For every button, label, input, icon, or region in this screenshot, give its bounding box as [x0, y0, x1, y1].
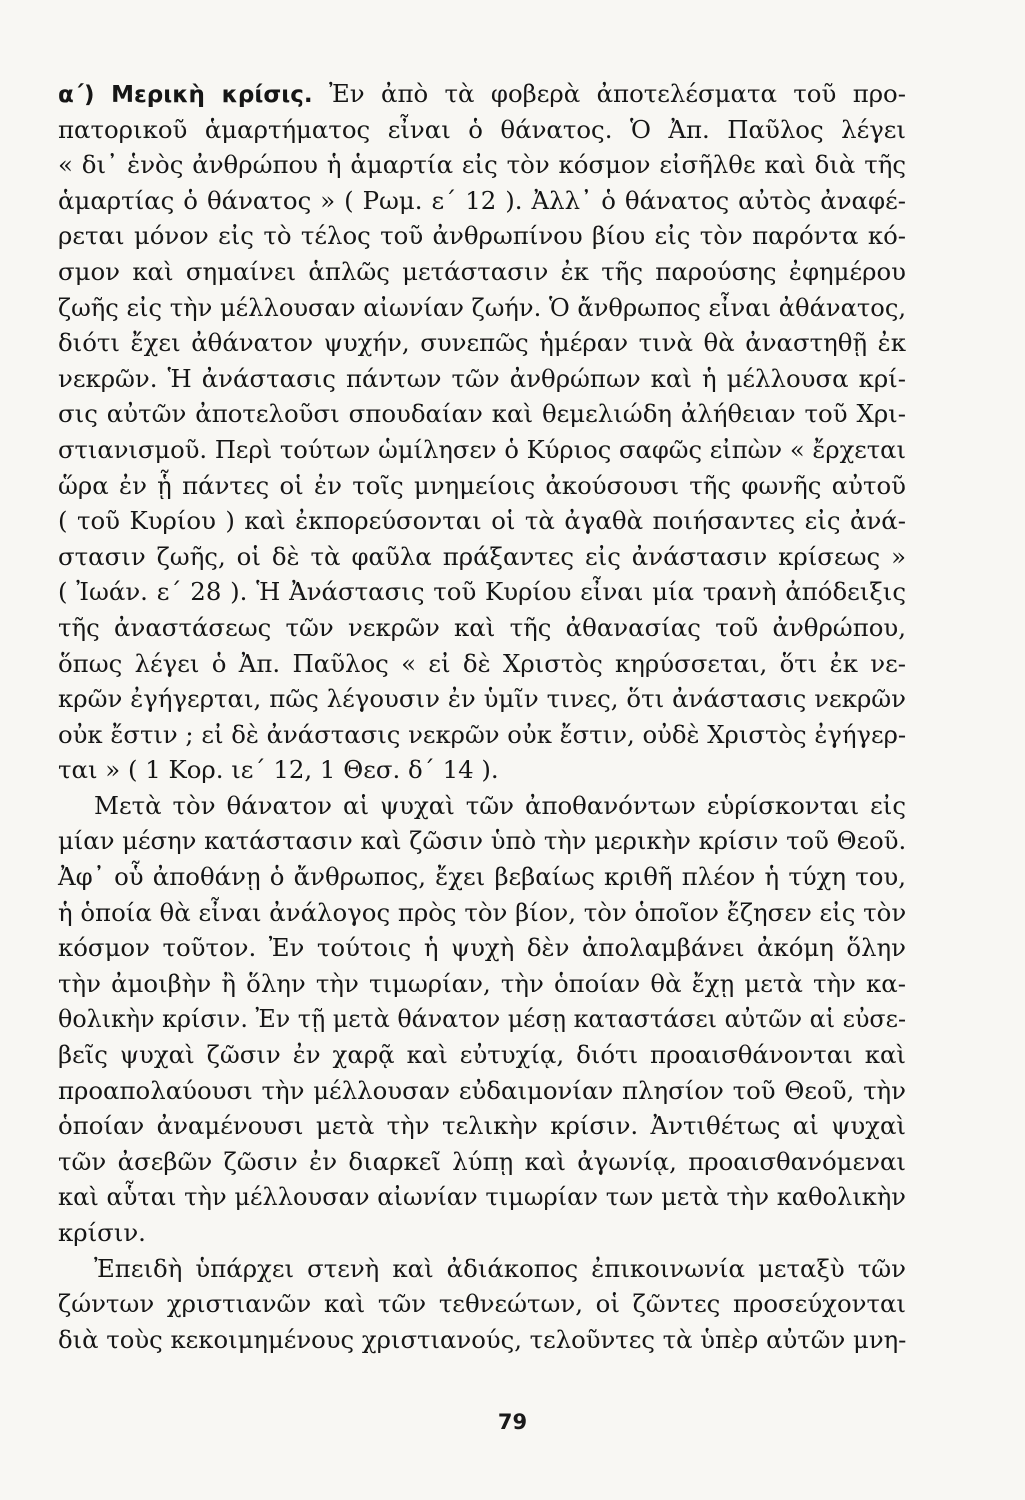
- text-line-1: α΄) Μερικὴ κρίσις. Ἐν ἀπὸ τὰ φοβερὰ ἀποτελέσματα τοῦ προ-: [58, 79, 906, 108]
- text-line-8: διότι ἔχει ἀθάνατον ψυχήν, συνεπῶς ἡμέραν τινὰ θὰ ἀναστηθῇ ἐκ: [58, 328, 906, 358]
- text-line-30: ὁποίαν ἀναμένουσι μετὰ τὴν τελικὴν κρίσιν. Ἀντιθέτως αἱ ψυχαὶ: [58, 1111, 906, 1141]
- text-line-26: τὴν ἀμοιβὴν ἢ ὅλην τὴν τιμωρίαν, τὴν ὁποίαν θὰ ἔχῃ μετὰ τὴν κα-: [58, 968, 906, 998]
- text-line-21: Μετὰ τὸν θάνατον αἱ ψυχαὶ τῶν ἀποθανόντων εὑρίσκονται εἰς: [94, 790, 906, 820]
- text-line-11: στιανισμοῦ. Περὶ τούτων ὡμίλησεν ὁ Κύριος σαφῶς εἰπὼν « ἔρχεται: [58, 434, 906, 464]
- text-line-14: στασιν ζωῆς, οἱ δὲ τὰ φαῦλα πράξαντες εἰς ἀνάστασιν κρίσεως »: [58, 541, 906, 571]
- text-line-13: ( τοῦ Κυρίου ) καὶ ἐκπορεύσονται οἱ τὰ ἀγαθὰ ποιήσαντες εἰς ἀνά-: [58, 506, 906, 536]
- text-line-23: Ἀφ᾽ οὗ ἀποθάνῃ ὁ ἄνθρωπος, ἔχει βεβαίως κριθῆ πλέον ἡ τύχη του,: [58, 862, 906, 892]
- text-line-9: νεκρῶν. Ἡ ἀνάστασις πάντων τῶν ἀνθρώπων καὶ ἡ μέλλουσα κρί-: [58, 363, 906, 393]
- text-line-33: κρίσιν.: [58, 1218, 146, 1247]
- text-line-6: σμον καὶ σημαίνει ἁπλῶς μετάστασιν ἐκ τῆς παρούσης ἐφημέρου: [58, 256, 906, 286]
- text-line-22: μίαν μέσην κατάστασιν καὶ ζῶσιν ὑπὸ τὴν μερικὴν κρίσιν τοῦ Θεοῦ.: [58, 826, 907, 856]
- text-line-7: ζωῆς εἰς τὴν μέλλουσαν αἰωνίαν ζωήν. Ὁ ἄνθρωπος εἶναι ἀθάνατος,: [58, 292, 907, 322]
- text-line-20: ται » ( 1 Κορ. ιε΄ 12, 1 Θεσ. δ΄ 14 ).: [58, 755, 499, 785]
- text-line-28: βεῖς ψυχαὶ ζῶσιν ἐν χαρᾷ καὶ εὐτυχίᾳ, διότι προαισθάνονται καὶ: [58, 1040, 906, 1070]
- text-line-36: διὰ τοὺς κεκοιμημένους χριστιανούς, τελοῦντες τὰ ὑπὲρ αὐτῶν μνη-: [58, 1324, 907, 1354]
- text-line-19: οὐκ ἔστιν ; εἰ δὲ ἀνάστασις νεκρῶν οὐκ ἔστιν, οὐδὲ Χριστὸς ἐγήγερ-: [58, 719, 907, 749]
- text-line-35: ζώντων χριστιανῶν καὶ τῶν τεθνεώτων, οἱ ζῶντες προσεύχονται: [58, 1289, 906, 1319]
- text-line-4: ἁμαρτίας ὁ θάνατος » ( Ρωμ. ε΄ 12 ). Ἀλλ᾽ ὁ θάνατος αὐτὸς ἀναφέ-: [58, 185, 906, 215]
- text-line-12: ὥρα ἐν ᾗ πάντες οἱ ἐν τοῖς μνημείοις ἀκούσουσι τῆς φωνῆς αὐτοῦ: [58, 470, 906, 500]
- page-number: 79: [497, 1410, 528, 1434]
- text-line-15: ( Ἰωάν. ε΄ 28 ). Ἡ Ἀνάστασις τοῦ Κυρίου εἶναι μία τρανὴ ἀπόδειξις: [58, 577, 906, 607]
- text-line-27: θολικὴν κρίσιν. Ἐν τῇ μετὰ θάνατον μέσῃ καταστάσει αὐτῶν αἱ εὐσε-: [58, 1004, 906, 1034]
- text-line-24: ἡ ὁποία θὰ εἶναι ἀνάλογος πρὸς τὸν βίον, τὸν ὁποῖον ἔζησεν εἰς τὸν: [58, 897, 907, 927]
- text-line-32: καὶ αὗται τὴν μέλλουσαν αἰωνίαν τιμωρίαν των μετὰ τὴν καθολικὴν: [58, 1182, 906, 1212]
- text-line-5: ρεται μόνον εἰς τὸ τέλος τοῦ ἀνθρωπίνου βίου εἰς τὸν παρόντα κό-: [58, 221, 906, 251]
- text-line-16: τῆς ἀναστάσεως τῶν νεκρῶν καὶ τῆς ἀθανασίας τοῦ ἀνθρώπου,: [58, 612, 906, 642]
- text-line-17: ὅπως λέγει ὁ Ἀπ. Παῦλος « εἰ δὲ Χριστὸς κηρύσσεται, ὅτι ἐκ νε-: [58, 648, 906, 678]
- text-line-29: προαπολαύουσι τὴν μέλλουσαν εὐδαιμονίαν πλησίον τοῦ Θεοῦ, τὴν: [58, 1075, 906, 1105]
- section-heading: α΄) Μερικὴ κρίσις.: [58, 82, 313, 108]
- text-line-31: τῶν ἀσεβῶν ζῶσιν ἐν διαρκεῖ λύπῃ καὶ ἀγωνίᾳ, προαισθανόμεναι: [58, 1146, 906, 1176]
- text-line-18: κρῶν ἐγήγερται, πῶς λέγουσιν ἐν ὑμῖν τινες, ὅτι ἀνάστασις νεκρῶν: [58, 684, 906, 714]
- body-text: [58, 76, 906, 1357]
- text-line-34: Ἐπειδὴ ὑπάρχει στενὴ καὶ ἀδιάκοπος ἐπικοινωνία μεταξὺ τῶν: [94, 1253, 906, 1283]
- text-line-25: κόσμον τοῦτον. Ἐν τούτοις ἡ ψυχὴ δὲν ἀπολαμβάνει ἀκόμη ὅλην: [58, 933, 906, 963]
- text-line-2: πατορικοῦ ἁμαρτήματος εἶναι ὁ θάνατος. Ὁ Ἀπ. Παῦλος λέγει: [58, 114, 906, 144]
- text-line-10: σις αὐτῶν ἀποτελοῦσι σπουδαίαν καὶ θεμελιώδη ἀλήθειαν τοῦ Χρι-: [58, 399, 906, 429]
- text-line-3: « δι᾽ ἑνὸς ἀνθρώπου ἡ ἁμαρτία εἰς τὸν κόσμον εἰσῆλθε καὶ διὰ τῆς: [58, 150, 906, 180]
